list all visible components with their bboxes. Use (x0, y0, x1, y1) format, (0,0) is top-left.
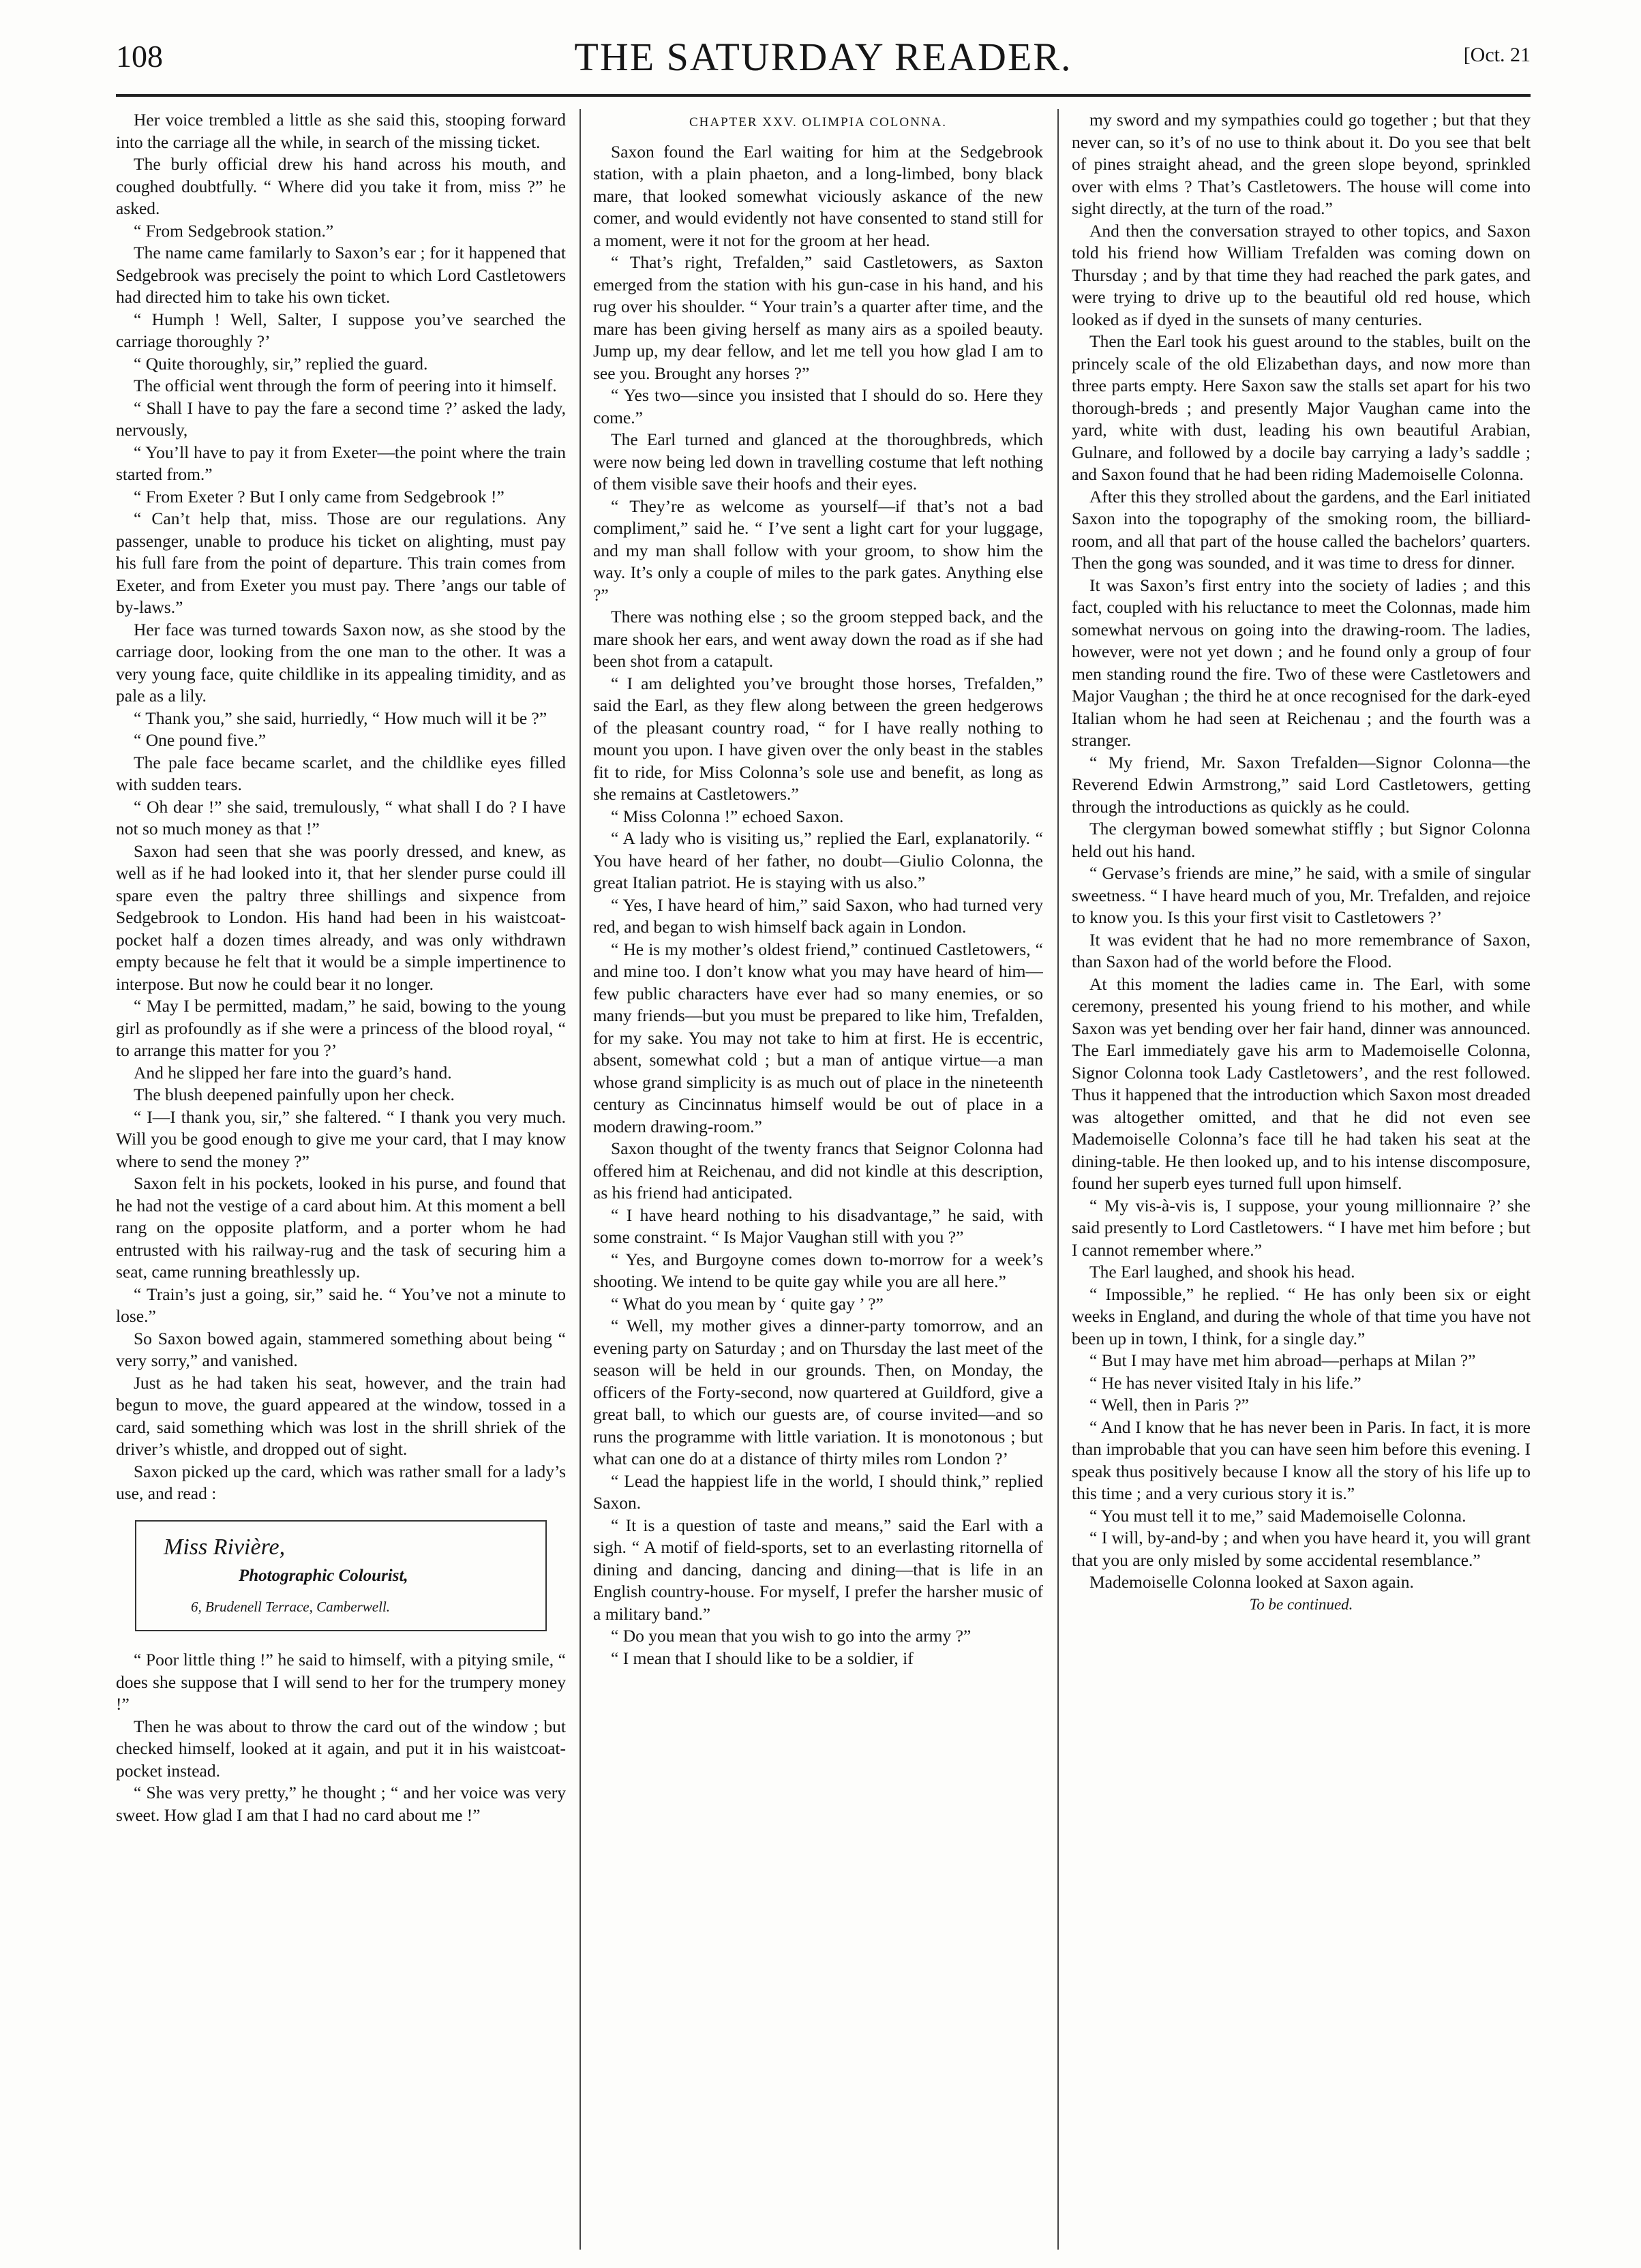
paragraph: “ My vis-à-vis is, I suppose, your young millionnaire ?’ she said presently to Lord Castletowers. “ I have met him before ; but I cannot remember where.” (1072, 1195, 1531, 1260)
paragraph: “ A lady who is visiting us,” replied the Earl, explanatorily. “ You have heard of her father, no doubt—Giulio Colonna, the great Italian patriot. He is staying with us also.” (593, 828, 1043, 892)
paragraph: Saxon felt in his pockets, looked in his purse, and found that he had not the vestige of a card about him. At this moment a bell rang on the opposite platform, and a porter whom he had entrusted with his railway-rug and the task of securing him a seat, came running breathlessly up. (116, 1173, 566, 1282)
journal-title: THE SATURDAY READER. (574, 35, 1072, 79)
column-1-paragraphs (116, 109, 566, 1505)
paragraph: The clergyman bowed somewhat stiffly ; but Signor Colonna held out his hand. (1072, 819, 1531, 861)
paragraph: “ From Sedgebrook station.” (134, 220, 334, 241)
column-3 (1072, 109, 1531, 2256)
paragraph: “ Lead the happiest life in the world, I should think,” replied Saxon. (593, 1470, 1043, 1513)
paragraph: Saxon picked up the card, which was rather small for a lady’s use, and read : (116, 1461, 566, 1503)
paragraph: There was nothing else ; so the groom stepped back, and the mare shook her ears, and went away down the road as if she had been shot from a catapult. (593, 607, 1043, 671)
paragraph: “ Yes two—since you insisted that I should do so. Here they come.” (593, 385, 1043, 427)
paragraph: Saxon had seen that she was poorly dressed, and knew, as well as if he had looked into it, that her slender purse could ill spare even the paltry three shillings and sixpence from Sedgebrook to London. His hand had been in his waistcoat-pocket half a dozen times already, and was only withdrawn empty because he felt that it would be a simple impertinence to interpose. But now he could bear it no longer. (116, 841, 566, 994)
paragraph: “ What do you mean by ‘ quite gay ’ ?” (611, 1293, 884, 1314)
paragraph: “ Train’s just a going, sir,” said he. “ You’ve not a minute to lose.” (116, 1284, 566, 1326)
chapter-heading: CHAPTER XXV. OLIMPIA COLONNA. (689, 115, 948, 130)
column-1 (116, 109, 566, 2256)
paragraph: “ It is a question of taste and means,” said the Earl with a sigh. “ A motif of field-sports, set to an everlasting ritornella of dining and dancing, dancing and dining—that is life in an English country-house. For myself, I prefer the harsher music of a military band.” (593, 1515, 1043, 1624)
to-be-continued: To be continued. (1249, 1595, 1353, 1613)
header-rule (116, 94, 1531, 97)
paragraph: Just as he had taken his seat, however, and the train had begun to move, the guard appeared at the window, tossed in a card, said something which was lost in the shrill shriek of the driver’s whistle, and dropped out of sight. (116, 1372, 566, 1459)
page-number: 108 (116, 39, 163, 74)
paragraph: “ May I be permitted, madam,” he said, bowing to the young girl as profoundly as if she were a princess of the blood royal, “ to arrange this matter for you ?’ (116, 996, 566, 1060)
paragraph: So Saxon bowed again, stammered something about being “ very sorry,” and vanished. (116, 1328, 566, 1370)
masthead (116, 34, 1531, 87)
paragraph: “ That’s right, Trefalden,” said Castletowers, as Saxton emerged from the station with his gun-case in his hand, and his rug over his shoulder. “ Your train’s a quarter after time, and the mare has been giving herself as many airs as a spoiled beauty. Jump up, my dear fellow, and let me tell you how glad I am to see you. Brought any horses ?” (593, 252, 1043, 383)
paragraph: “ Shall I have to pay the fare a second time ?’ asked the lady, nervously, (116, 397, 566, 440)
paragraph: “ You’ll have to pay it from Exeter—the point where the train started from.” (116, 442, 566, 484)
paragraph: “ But I may have met him abroad—perhaps at Milan ?” (1089, 1350, 1476, 1370)
visiting-card (135, 1520, 547, 1632)
paragraph: “ Impossible,” he replied. “ He has only been six or eight weeks in England, and during the whole of that time you have not been up in town, I think, for a single day.” (1072, 1284, 1531, 1348)
paragraph: my sword and my sympathies could go together ; but that they never can, so it’s of no use to think about it. Do you see that belt of pines straight ahead, and the green slope beyond, sprinkled over with elms ? That’s Castletowers. The house will come into sight directly, at the turn of the road.” (1072, 110, 1531, 218)
paragraph: “ And I know that he has never been in Paris. In fact, it is more than improbable that you can have seen him before this evening. I speak thus positively because I know all the story of his life up to this time ; and a very curious story it is.” (1072, 1417, 1531, 1503)
issue-date: [Oct. 21 (1463, 44, 1531, 66)
paragraph: “ He has never visited Italy in his life.” (1089, 1372, 1361, 1393)
paragraph: “ I have heard nothing to his disadvantage,” he said, with some constraint. “ Is Major Vaughan still with you ?” (593, 1205, 1043, 1247)
paragraph: Then he was about to throw the card out of the window ; but checked himself, looked at it again, and put it in his waistcoat-pocket instead. (116, 1716, 566, 1781)
column-2 (593, 109, 1043, 2256)
paragraph: “ Miss Colonna !” echoed Saxon. (611, 806, 844, 826)
paragraph: “ I will, by-and-by ; and when you have heard it, you will grant that you are only misled by some accidental resemblance.” (1072, 1528, 1531, 1570)
paragraph: “ Quite thoroughly, sir,” replied the guard. (134, 353, 428, 374)
paragraph: “ Well, my mother gives a dinner-party tomorrow, and an evening party on Saturday ; and on Thursday the last meet of the season will be held in our grounds. Then, on Monday, the officers of the Forty-second, now quartered at Guildford, give a great ball, to which our guests are, of course invited—and so runs the programme with little variation. It is monotonous ; but what can one do at a distance of thirty miles rom London ?’ (593, 1316, 1043, 1468)
paragraph: “ He is my mother’s oldest friend,” continued Castletowers, “ and mine too. I don’t know what you may have heard of him—few public characters have ever had so many enemies, or so many friends—but you must be prepared to like him, Trefalden, for my sake. You may not take to him at first. He is eccentric, absent, somewhat cold ; but a man of antique virtue—a man whose grand simplicity is as much out of place in the nineteenth century as Cincinnatus himself would be out of place in a modern drawing-room.” (593, 939, 1043, 1136)
paragraph: “ My friend, Mr. Saxon Trefalden—Signor Colonna—the Reverend Edwin Armstrong,” said Lord Castletowers, getting through the introductions as quickly as he could. (1072, 752, 1531, 817)
card-trade: Photographic Colourist, (239, 1567, 408, 1585)
paragraph: It was evident that he had no more remembrance of Saxon, than Saxon had of the world before the Flood. (1072, 929, 1531, 971)
column-1-paragraphs-after-card (116, 1649, 566, 1826)
paragraph: “ Oh dear !” she said, tremulously, “ what shall I do ? I have not so much money as that !” (116, 796, 566, 838)
column-divider (1057, 109, 1059, 2250)
paragraph: Saxon found the Earl waiting for him at the Sedgebrook station, with a plain phaeton, and a long-limbed, bony black mare, that looked somewhat viciously askance of the new comer, and would evidently not have consented to stand still for a moment, were it not for the groom at her head. (593, 141, 1043, 250)
paragraph: “ Thank you,” she said, hurriedly, “ How much will it be ?” (134, 708, 547, 728)
column-3-paragraphs (1072, 109, 1531, 1594)
paragraph: “ From Exeter ? But I only came from Sedgebrook !” (134, 486, 505, 506)
paragraph: “ I—I thank you, sir,” she faltered. “ I thank you very much. Will you be good enough to give me your card, that I may know where to send the money ?” (116, 1106, 566, 1171)
paragraph: “ Yes, and Burgoyne comes down to-morrow for a week’s shooting. We intend to be quite gay while you are all here.” (593, 1249, 1043, 1291)
paragraph: “ Can’t help that, miss. Those are our regulations. Any passenger, unable to produce his ticket on alighting, must pay his full fare from the point of departure. This train comes from Exeter, and from Exeter you must pay. There ’angs our table of by-laws.” (116, 509, 566, 617)
paragraph: “ Do you mean that you wish to go into the army ?” (611, 1626, 972, 1646)
paragraph: Then the Earl took his guest around to the stables, built on the princely scale of the old Elizabethan days, and now more than three parts empty. Here Saxon saw the stalls set apart for his two thorough-breds ; and presently Major Vaughan came into the yard, white with dust, leading his own beautiful Arabian, Gulnare, and followed by a docile bay carrying a lady’s saddle ; and Saxon found that he had been riding Mademoiselle Colonna. (1072, 331, 1531, 484)
paragraph: The Earl laughed, and shook his head. (1089, 1262, 1355, 1282)
paragraph: “ Yes, I have heard of him,” said Saxon, who had turned very red, and began to wish himself back again in London. (593, 894, 1043, 937)
paragraph: Her voice trembled a little as she said this, stooping forward into the carriage all the while, in search of the missing ticket. (116, 110, 566, 152)
paragraph: Mademoiselle Colonna looked at Saxon again. (1089, 1572, 1414, 1592)
column-2-paragraphs (593, 141, 1043, 1670)
paragraph: The Earl turned and glanced at the thoroughbreds, which were now being led down in travelling costume that left nothing of them visible save their hoofs and their eyes. (593, 429, 1043, 494)
paragraph: “ Gervase’s friends are mine,” he said, with a smile of singular sweetness. “ I have heard much of you, Mr. Trefalden, and rejoice to know you. Is this your first visit to Castletowers ?’ (1072, 863, 1531, 927)
paragraph: “ I mean that I should like to be a soldier, if (611, 1648, 914, 1668)
paragraph: At this moment the ladies came in. The Earl, with some ceremony, presented his young friend to his mother, and while Saxon was yet bending over her fair hand, dinner was announced. The Earl immediately gave his arm to Mademoiselle Colonna, Signor Colonna took Lady Castletowers’, and the rest followed. Thus it happened that the introduction which Saxon most dreaded was altogether omitted, and that he did not even see Mademoiselle Colonna’s face till he had taken his seat at the dining-table. He then looked up, and to his intense discomposure, found her superb eyes turned full upon himself. (1072, 973, 1531, 1193)
paragraph: The official went through the form of peering into it himself. (134, 376, 557, 395)
paragraph: “ One pound five.” (134, 730, 267, 750)
paragraph: “ Well, then in Paris ?” (1089, 1395, 1249, 1415)
paragraph: And then the conversation strayed to other topics, and Saxon told his friend how William Trefalden was coming down on Thursday ; and by that time they had reached the park gates, and were trying to drive up to the beautiful old red house, which looked as if dyed in the sunsets of many centuries. (1072, 220, 1531, 329)
paragraph: After this they strolled about the gardens, and the Earl initiated Saxon into the topography of the smoking room, the billiard-room, and all that part of the house called the bachelors’ quarters. Then the gong was sounded, and it was time to dress for dinner. (1072, 486, 1531, 573)
paragraph: “ Humph ! Well, Salter, I suppose you’ve searched the carriage thoroughly ?’ (116, 309, 566, 351)
paragraph: “ They’re as welcome as yourself—if that’s not a bad compliment,” said he. “ I’ve sent a light cart for your luggage, and my man shall follow with your groom, to show him the way. It’s only a couple of miles to the park gates. Anything else ?” (593, 496, 1043, 605)
paragraph: Saxon thought of the twenty francs that Seignor Colonna had offered him at Reichenau, and did not kindle at this description, as his friend had anticipated. (593, 1138, 1043, 1203)
paragraph: The name came familarly to Saxon’s ear ; for it happened that Sedgebrook was precisely the point to which Lord Castletowers had directed him to take his own ticket. (116, 243, 566, 307)
paragraph: “ You must tell it to me,” said Mademoiselle Colonna. (1089, 1505, 1466, 1526)
column-divider (579, 109, 581, 2250)
paragraph: And he slipped her fare into the guard’s hand. (134, 1062, 452, 1083)
paragraph: “ She was very pretty,” he thought ; “ and her voice was very sweet. How glad I am that I had no card about me !” (116, 1783, 566, 1825)
card-name: Miss Rivière, (164, 1534, 286, 1560)
paragraph: The pale face became scarlet, and the childlike eyes filled with sudden tears. (116, 752, 566, 794)
paragraph: “ Poor little thing !” he said to himself, with a pitying smile, “ does she suppose that I will send to her for the trumpery money !” (116, 1650, 566, 1714)
paragraph: “ I am delighted you’ve brought those horses, Trefalden,” said the Earl, as they flew along between the green hedgerows of the pleasant country road, “ for I have really nothing to mount you upon. I have given over the only beast in the stables fit to ride, for Miss Colonna’s sole use and benefit, as long as she remains at Castletowers.” (593, 673, 1043, 804)
paragraph: It was Saxon’s first entry into the society of ladies ; and this fact, coupled with his reluctance to meet the Colonnas, made him somewhat nervous on going into the drawing-room. The ladies, however, were not yet down ; and he found only a group of four men standing round the fire. Two of these were Castletowers and Major Vaughan ; the third he at once recognised for the dark-eyed Italian whom he had seen at Reichenau ; and the fourth was a stranger. (1072, 575, 1531, 750)
card-address: 6, Brudenell Terrace, Camberwell. (191, 1598, 391, 1615)
paragraph: Her face was turned towards Saxon now, as she stood by the carriage door, looking from the one man to the other. It was a very young face, quite childlike in its appealing timidity, and as pale as a lily. (116, 619, 566, 706)
paragraph: The burly official drew his hand across his mouth, and coughed doubtfully. “ Where did you take it from, miss ?” he asked. (116, 154, 566, 218)
paragraph: The blush deepened painfully upon her check. (134, 1085, 455, 1104)
